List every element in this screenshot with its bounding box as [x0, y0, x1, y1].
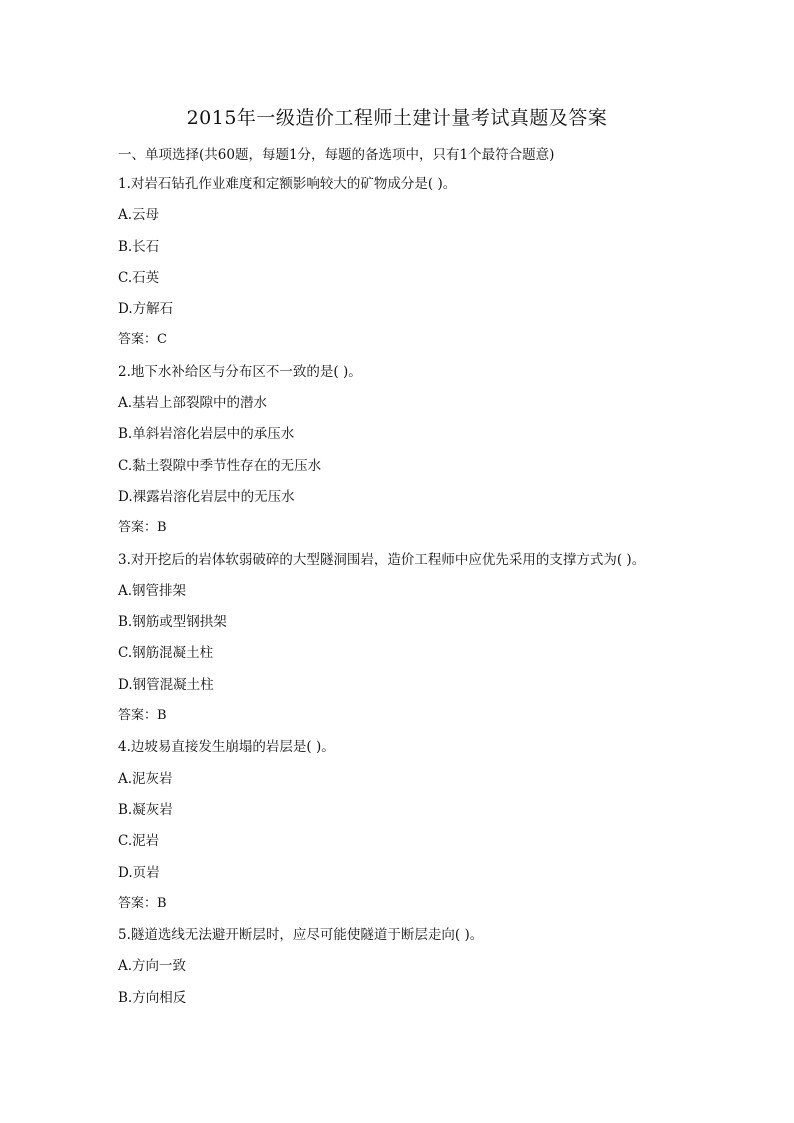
question-stem: 5.隧道选线无法避开断层时，应尽可能使隧道于断层走向( )。: [118, 927, 484, 944]
option-c: C.泥岩: [118, 833, 160, 850]
section-heading: 一、单项选择(共60题，每题1分，每题的备选项中，只有1个最符合题意): [118, 147, 555, 163]
option-d: D.页岩: [118, 864, 160, 881]
option-b: B.凝灰岩: [118, 801, 173, 818]
option-b: B.方向相反: [118, 989, 187, 1006]
option-a: A.钢管排架: [118, 582, 187, 599]
question-stem: 1.对岩石钻孔作业难度和定额影响较大的矿物成分是( )。: [118, 176, 457, 192]
page-title: 2015年一级造价工程师土建计量考试真题及答案: [186, 107, 608, 129]
option-c: C.钢筋混凝土柱: [118, 645, 214, 662]
option-d: D.钢管混凝土柱: [118, 676, 214, 693]
answer: 答案：C: [118, 332, 167, 348]
option-a: A.云母: [118, 207, 160, 224]
option-c: C.石英: [118, 269, 160, 286]
question-list: [118, 174, 758, 1019]
option-d: D.方解石: [118, 301, 174, 318]
option-a: A.泥灰岩: [118, 770, 173, 787]
option-a: A.基岩上部裂隙中的潜水: [118, 395, 268, 412]
question-stem: 4.边坡易直接发生崩塌的岩层是( )。: [118, 739, 335, 756]
option-d: D.裸露岩溶化岩层中的无压水: [118, 488, 295, 505]
option-b: B.单斜岩溶化岩层中的承压水: [118, 426, 295, 443]
question-stem: 2.地下水补给区与分布区不一致的是( )。: [118, 363, 362, 380]
answer: 答案：B: [118, 520, 167, 536]
answer: 答案：B: [118, 708, 167, 724]
question-stem: 3.对开挖后的岩体软弱破碎的大型隧洞围岩，造价工程师中应优先采用的支撑方式为( )。: [118, 551, 646, 568]
answer: 答案：B: [118, 895, 167, 911]
option-a: A.方向一致: [118, 958, 187, 975]
option-b: B.钢筋或型钢拱架: [118, 614, 227, 631]
option-c: C.黏土裂隙中季节性存在的无压水: [118, 457, 322, 474]
option-b: B.长石: [118, 238, 160, 255]
